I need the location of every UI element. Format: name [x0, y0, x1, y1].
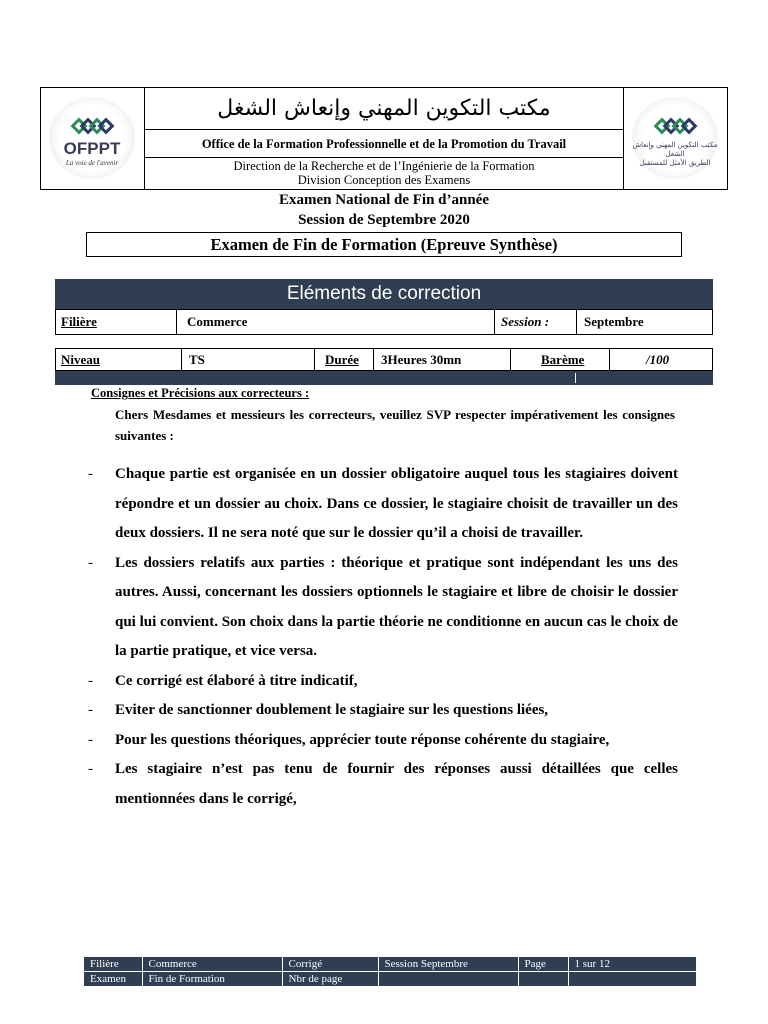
consigne-text: Eviter de sanctionner doublement le stagiaire sur les questions liées, — [115, 702, 549, 718]
consigne-text: Chaque partie est organisée en un dossier obligatoire auquel tous les stagiaires doivent répondre et un dossier au choix. Dans ce dossier, le stagiaire choisit de travailler un des deux dossiers. Il ne sera noté que sur le dossier qu’il a choisi de travailler. — [115, 466, 678, 541]
filiere-value: Commerce — [187, 314, 248, 329]
office-name: Office de la Formation Professionnelle et de la Promotion du Travail — [145, 130, 623, 158]
consignes-intro: Chers Mesdames et messieurs les correcteurs, veuillez SVP respecter impérativement les consignes suivantes : — [115, 407, 675, 443]
consigne-item — [88, 460, 678, 549]
info-separator-bar — [55, 371, 713, 385]
logo-name: OFPPT — [63, 139, 121, 158]
consigne-item — [88, 696, 678, 726]
duree-value: 3Heures 30mn — [381, 352, 462, 367]
consignes-list — [88, 460, 678, 814]
session-value: Septembre — [584, 314, 644, 329]
footer-cell: Commerce — [142, 957, 282, 972]
footer-row-1 — [84, 957, 696, 972]
header-middle — [145, 88, 623, 189]
diamonds-icon — [73, 119, 109, 137]
bullet-dash: - — [88, 702, 93, 718]
ofppt-logo — [49, 97, 135, 179]
session-label: Session : — [501, 314, 550, 329]
exam-national: Examen National de Fin d’année — [278, 192, 489, 208]
consignes-title: Consignes et Précisions aux correcteurs : — [91, 386, 310, 400]
footer-cell: Corrigé — [282, 957, 378, 972]
diamonds-icon — [656, 119, 692, 137]
consigne-item — [88, 726, 678, 756]
logo-arabic-text — [632, 141, 718, 168]
bullet-dash: - — [88, 761, 93, 777]
logo-right-cell — [623, 88, 727, 189]
footer-cell — [378, 972, 518, 987]
document-header — [40, 87, 728, 190]
exam-session: Session de Septembre 2020 — [298, 212, 470, 228]
consigne-item — [88, 549, 678, 667]
duree-label: Durée — [325, 352, 359, 367]
page-footer — [84, 957, 696, 986]
filiere-label: Filière — [61, 314, 97, 329]
logo-tagline: La voie de l'avenir — [65, 159, 119, 167]
bullet-dash: - — [88, 554, 93, 571]
footer-cell: 1 sur 12 — [568, 957, 696, 972]
division-name: Division Conception des Examens — [297, 173, 471, 187]
arabic-title: مكتب التكوين المهني وإنعاش الشغل — [145, 88, 623, 130]
consigne-item — [88, 755, 678, 814]
exam-title: Examen de Fin de Formation (Epreuve Synthèse) — [86, 232, 682, 257]
footer-cell: Session Septembre — [378, 957, 518, 972]
niveau-value: TS — [189, 352, 205, 367]
footer-cell — [518, 972, 568, 987]
footer-cell: Page — [518, 957, 568, 972]
bareme-value: /100 — [646, 352, 670, 367]
consigne-text: Les stagiaire n’est pas tenu de fournir des réponses aussi détaillées que celles mentionnées dans le corrigé, — [115, 761, 678, 807]
consigne-item — [88, 667, 678, 697]
bullet-dash: - — [88, 672, 93, 689]
footer-cell: Nbr de page — [282, 972, 378, 987]
niveau-label: Niveau — [61, 352, 100, 367]
footer-cell: Fin de Formation — [142, 972, 282, 987]
logo-left-cell — [41, 88, 145, 189]
logo-arabic-tagline: الطريق الأمثل للمستقبل — [639, 159, 711, 167]
consigne-text: Les dossiers relatifs aux parties : théorique et pratique sont indépendant les uns des autres. Aussi, concernant les dossiers optionnels le stagiaire et libre de choisir le dossier qui lui convient. Son choix dans la partie théorie ne conditionne en aucun cas le choix de la partie pratique, et vice versa. — [115, 554, 678, 659]
bullet-dash: - — [88, 466, 93, 482]
separator-tick — [575, 373, 576, 383]
consigne-text: Ce corrigé est élaboré à titre indicatif, — [115, 672, 358, 689]
direction-block — [145, 159, 623, 187]
footer-cell: Filière — [84, 957, 142, 972]
consigne-text: Pour les questions théoriques, apprécier toute réponse cohérente du stagiaire, — [115, 731, 610, 748]
logo-arabic-name: مكتب التكوين المهني وإنعاش الشغل — [632, 141, 718, 158]
direction-name: Direction de la Recherche et de l’Ingénierie de la Formation — [233, 159, 535, 173]
footer-cell: Examen — [90, 973, 127, 985]
info-row-niveau — [55, 348, 713, 371]
bullet-dash: - — [88, 731, 93, 748]
footer-row-2 — [84, 972, 696, 987]
section-title: Eléments de correction — [55, 279, 713, 309]
info-row-filiere — [55, 309, 713, 335]
bareme-label: Barème — [541, 352, 585, 367]
ofppt-logo-arabic — [632, 97, 718, 179]
footer-cell — [568, 972, 696, 987]
